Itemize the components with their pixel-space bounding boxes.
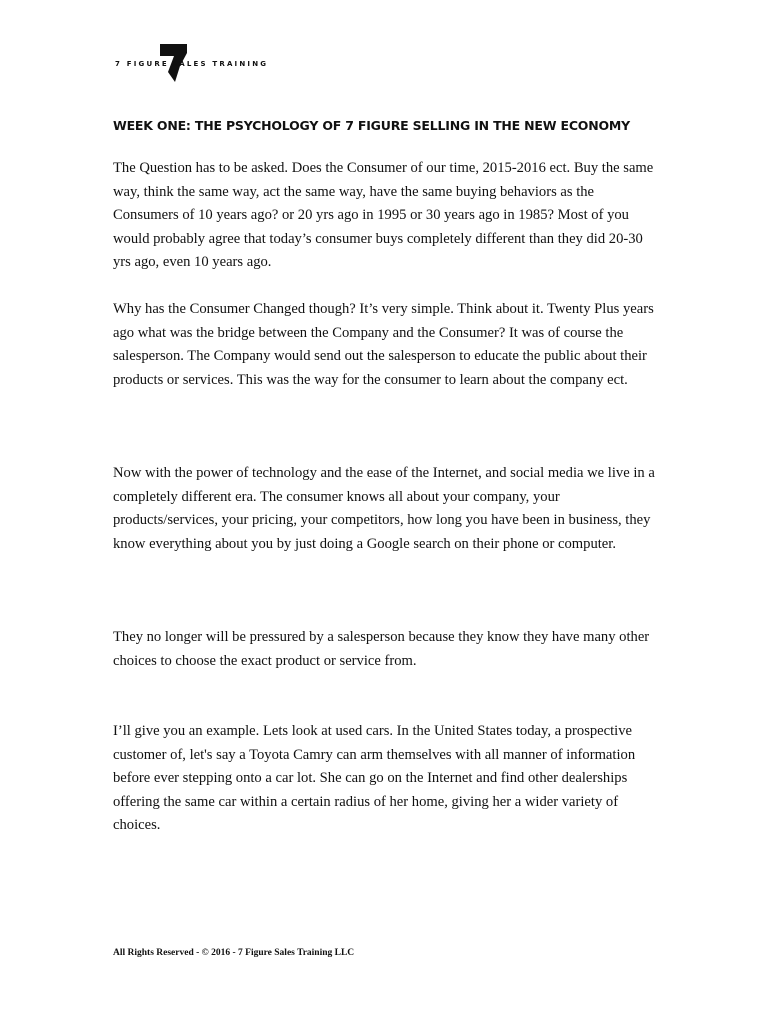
- paragraph-used-cars-example: I’ll give you an example. Lets look at used cars. In the United States today, a prospective customer of, let's say a Toyota Camry can arm themselves with all manner of information before ever stepping onto a car lot. She can go on the Internet and find other dealerships offering the same car within a certain radius of her home, giving her a wider variety of choices.: [113, 723, 636, 833]
- paragraph-technology: Now with the power of technology and the ease of the Internet, and social media we live in a completely different era. The consumer knows all about your company, your products/services, your pricing, your competitors, how long you have been in business, they know everything about you by just doing a Google search on their phone or computer.: [113, 465, 655, 552]
- copyright-footer: All Rights Reserved - © 2016 - 7 Figure Sales Training LLC: [113, 948, 355, 958]
- page-header: [115, 44, 415, 84]
- brand-name-left: 7 FIGURE: [115, 60, 169, 68]
- paragraph-consumer-changed: Why has the Consumer Changed though? It’s very simple. Think about it. Twenty Plus years ago what was the bridge between the Company and the Consumer? It was of course the salesperson. The Company would send out the salesperson to educate the public about their products or services. This was the way for the consumer to learn about the company ect.: [113, 301, 654, 388]
- paragraph-consumer-question: The Question has to be asked. Does the Consumer of our time, 2015-2016 ect. Buy the same way, think the same way, act the same way, have the same buying behaviors as the Consumers of 10 years ago? or 20 yrs ago in 1995 or 30 years ago in 1985? Most of you would probably agree that today’s consumer buys completely different than they did 20-30 yrs ago, even 10 years ago.: [113, 160, 654, 270]
- brand-name-right: SALES TRAINING: [172, 60, 269, 68]
- paragraph-pressure: They no longer will be pressured by a salesperson because they know they have many other choices to choose the exact product or service from.: [113, 629, 650, 669]
- week-title: WEEK ONE: THE PSYCHOLOGY OF 7 FIGURE SELLING IN THE NEW ECONOMY: [113, 118, 631, 133]
